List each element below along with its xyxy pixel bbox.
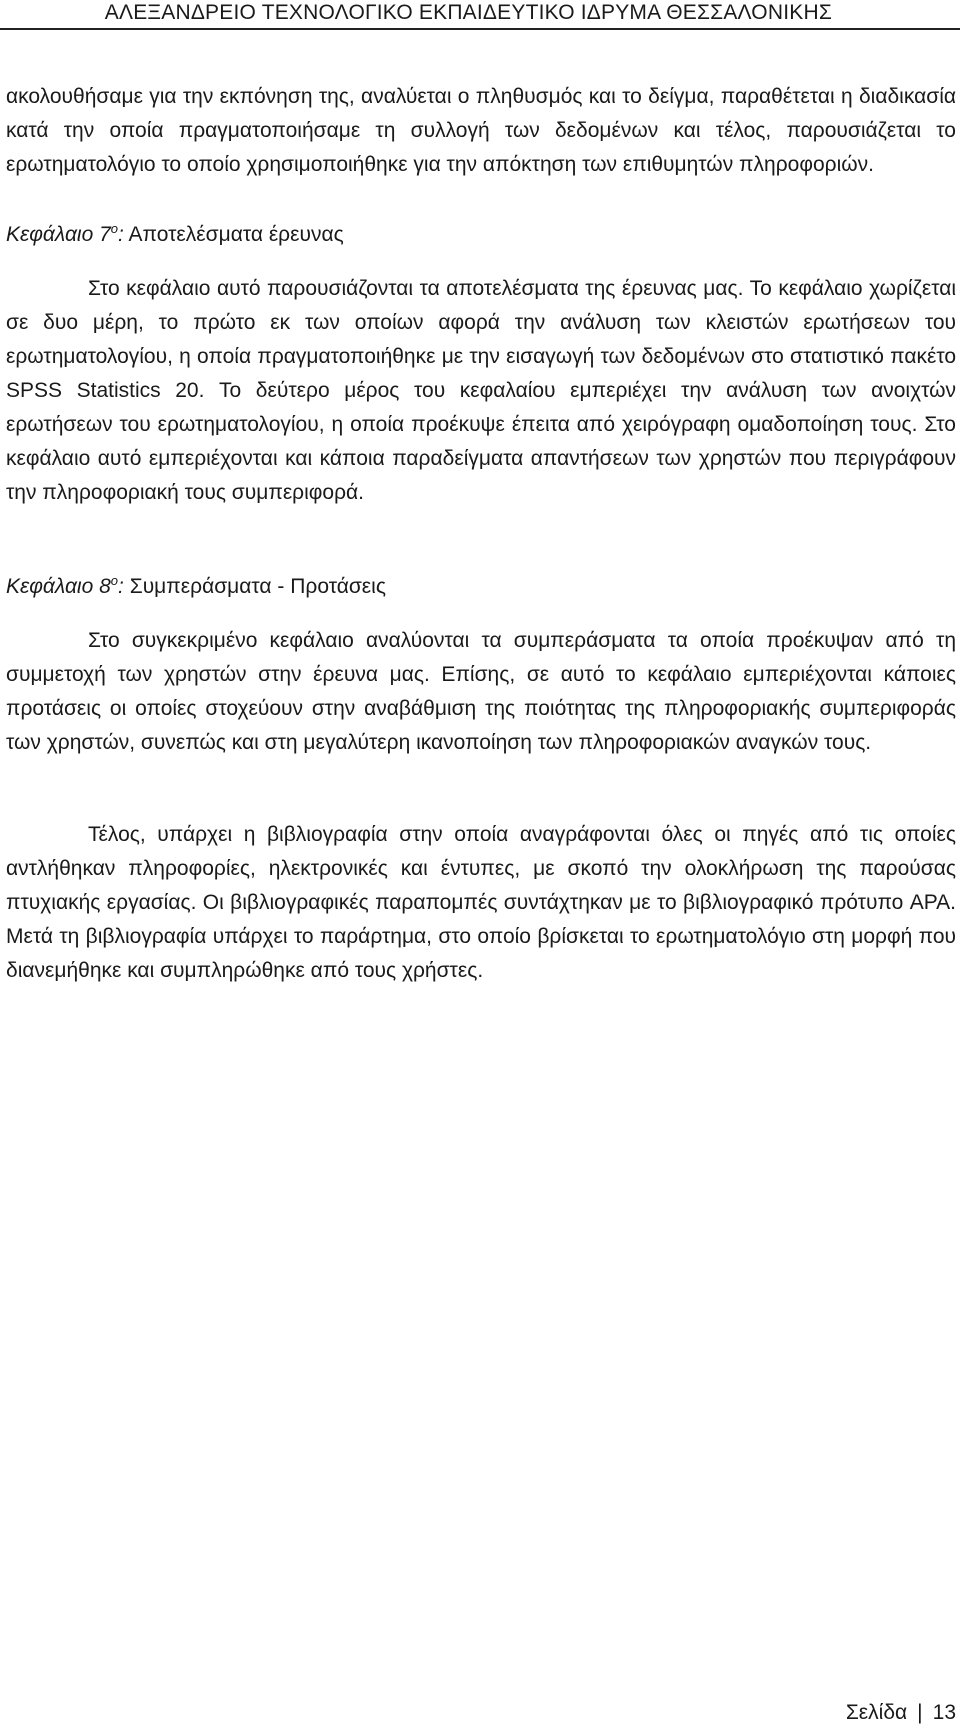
chapter-8-heading — [6, 570, 956, 604]
header-divider — [0, 28, 960, 30]
chapter-8-label: Κεφάλαιο 8 — [6, 575, 111, 598]
chapter-7-title: Αποτελέσματα έρευνας — [123, 223, 344, 246]
chapter-8-ordinal: ο — [110, 573, 119, 588]
page-label: Σελίδα — [845, 1701, 908, 1724]
chapter-8-colon: : — [118, 575, 124, 598]
chapter-7-paragraph: Στο κεφάλαιο αυτό παρουσιάζονται τα αποτελέσματα της έρευνας μας. Το κεφάλαιο χωρίζεται σε δυο μέρη, το πρώτο εκ των οποίων αφορά την ανάλυση των κλειστών ερωτήσεων του ερωτηματολογίου, η οποία πραγματοποιήθηκε με την εισαγωγή των δεδομένων στο στατιστικό πακέτο SPSS Statistics 20. Το δεύτερο μέρος του κεφαλαίου εμπεριέχει την ανάλυση των ανοιχτών ερωτήσεων του ερωτηματολογίου, η οποία προέκυψε έπειτα από χειρόγραφη ομαδοποίηση τους. Στο κεφάλαιο αυτό εμπεριέχονται και κάποια παραδείγματα απαντήσεων των χρηστών που περιγράφουν την πληροφοριακή τους συμπεριφορά. — [6, 277, 956, 504]
intro-paragraph: ακολουθήσαμε για την εκπόνηση της, αναλύεται ο πληθυσμός και το δείγμα, παραθέτεται η διαδικασία κατά την οποία πραγματοποιήσαμε τη συλλογή των δεδομένων και τέλος, παρουσιάζεται το ερωτηματολόγιο το οποίο χρησιμοποιήθηκε για την απόκτηση των επιθυμητών πληροφοριών. — [6, 85, 956, 176]
document-body — [6, 80, 956, 988]
chapter-7-colon: : — [118, 223, 124, 246]
chapter-7-ordinal: ο — [110, 221, 119, 236]
page-footer — [846, 1700, 956, 1726]
page-number: 13 — [932, 1701, 956, 1724]
institution-title: ΑΛΕΞΑΝΔΡΕΙΟ ΤΕΧΝΟΛΟΓΙΚΟ ΕΚΠΑΙΔΕΥΤΙΚΟ ΙΔΡΥΜΑ ΘΕΣΣΑΛΟΝΙΚΗΣ — [104, 1, 832, 24]
page-separator: | — [917, 1701, 923, 1724]
closing-paragraph: Τέλος, υπάρχει η βιβλιογραφία στην οποία αναγράφονται όλες οι πηγές από τις οποίες αντλήθηκαν πληροφορίες, ηλεκτρονικές και έντυπες, με σκοπό την ολοκλήρωση της παρούσας πτυχιακής εργασίας. Οι βιβλιογραφικές παραπομπές συντάχτηκαν με το βιβλιογραφικό πρότυπο APA. Μετά τη βιβλιογραφία υπάρχει το παράρτημα, στο οποίο βρίσκεται το ερωτηματολόγιο στη μορφή που διανεμήθηκε και συμπληρώθηκε από τους χρήστες. — [6, 823, 956, 982]
chapter-7-label: Κεφάλαιο 7 — [6, 223, 111, 246]
chapter-7-heading — [6, 218, 956, 252]
page-header — [0, 0, 960, 48]
chapter-8-paragraph: Στο συγκεκριμένο κεφάλαιο αναλύονται τα συμπεράσματα τα οποία προέκυψαν από τη συμμετοχή των χρηστών στην έρευνα μας. Επίσης, σε αυτό το κεφάλαιο εμπεριέχονται κάποιες προτάσεις οι οποίες στοχεύουν στην αναβάθμιση της ποιότητας της πληροφοριακής συμπεριφοράς των χρηστών, συνεπώς και στη μεγαλύτερη ικανοποίηση των πληροφοριακών αναγκών τους. — [6, 629, 956, 754]
chapter-8-title: Συμπεράσματα - Προτάσεις — [123, 575, 386, 598]
